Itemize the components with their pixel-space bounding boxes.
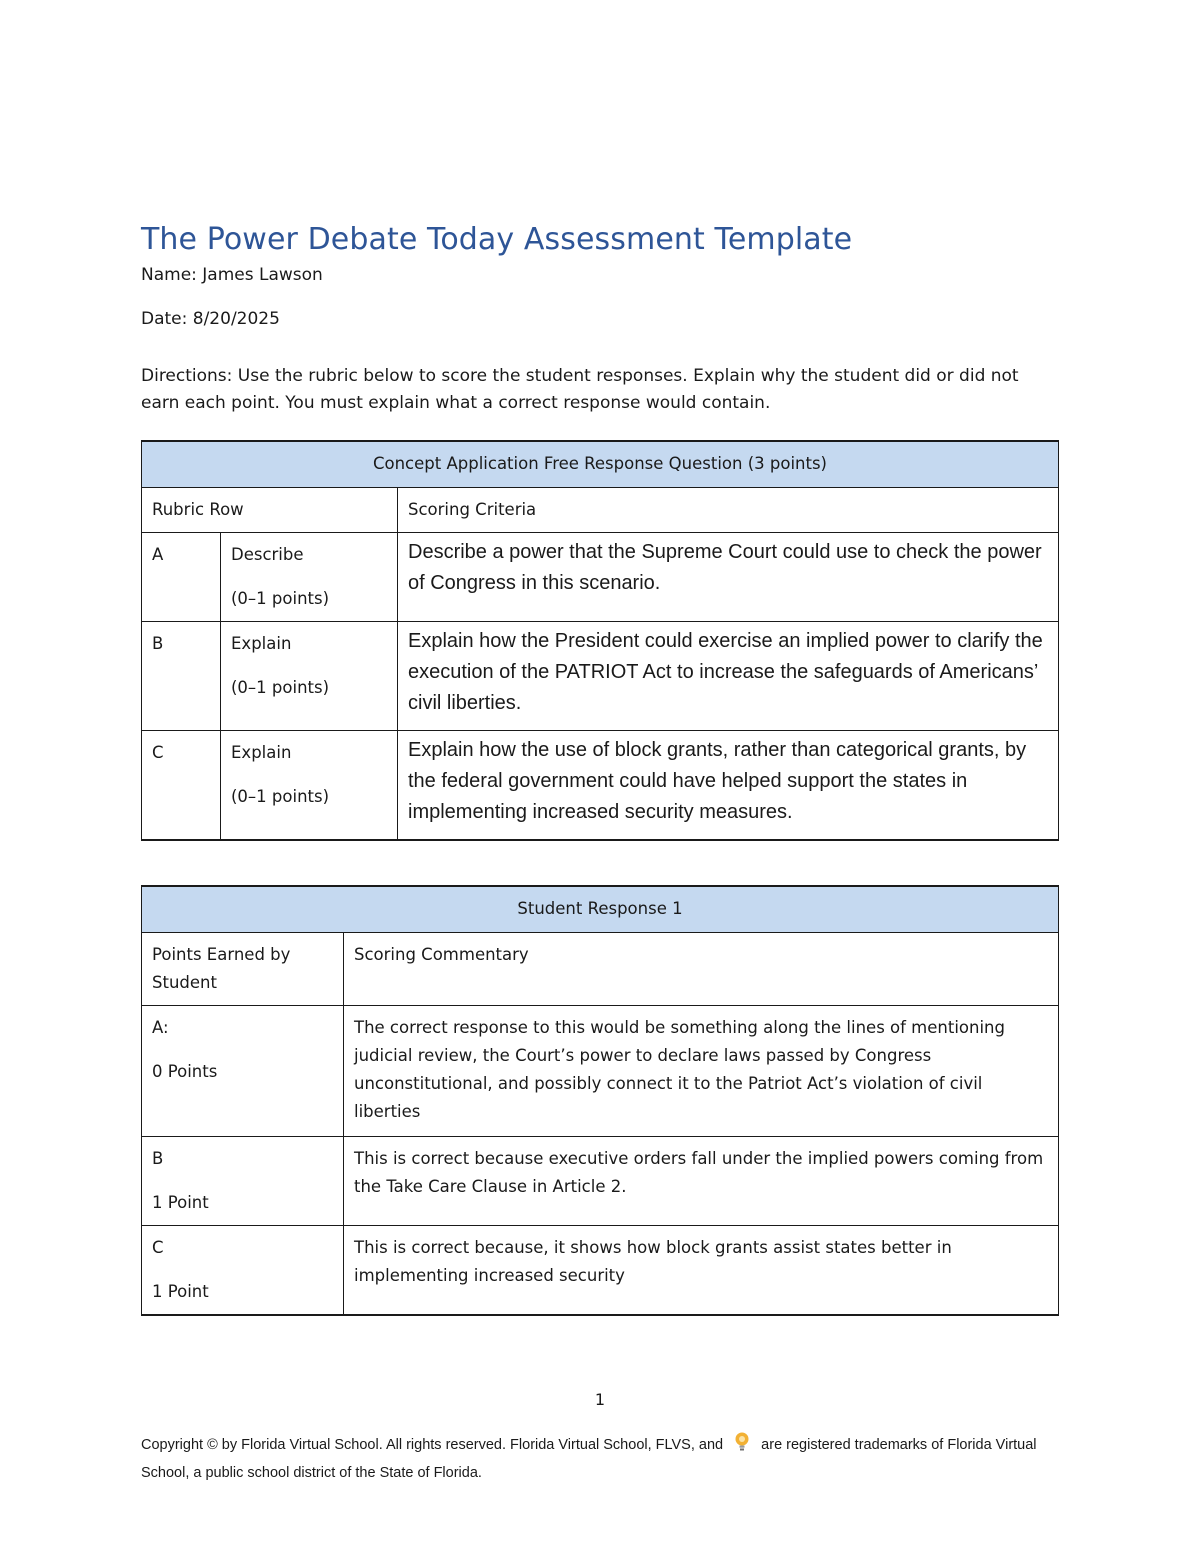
table-row [142, 1137, 1059, 1226]
rubric-row-letter: A [142, 533, 221, 622]
student-response-table [141, 885, 1059, 1316]
rubric-row-letter: B [142, 622, 221, 731]
copyright-text: Copyright © by Florida Virtual School. All rights reserved. Florida Virtual School, FLVS, and [141, 1437, 724, 1453]
rubric-row [142, 533, 1059, 622]
task-points: (0–1 points) [231, 678, 330, 697]
scoring-commentary: This is correct because, it shows how block grants assist states better in implementing increased security [344, 1226, 1059, 1316]
row-label: A: [152, 1018, 169, 1037]
rubric-row [142, 622, 1059, 731]
points-earned: 1 Point [152, 1193, 209, 1212]
page-number: 1 [594, 1390, 606, 1409]
rubric-row-task [221, 622, 398, 731]
rubric-row-task [221, 533, 398, 622]
points-earned-column-header: Points Earned by Student [142, 933, 344, 1006]
student-response-header: Student Response 1 [142, 886, 1059, 933]
task-points: (0–1 points) [231, 589, 330, 608]
rubric-row-task [221, 731, 398, 840]
points-earned-cell [142, 1006, 344, 1137]
scoring-criteria: Explain how the use of block grants, rather than categorical grants, by the federal government could have helped support the states in implementing increased security measures. [398, 731, 1059, 840]
student-name: Name: James Lawson [141, 265, 323, 285]
row-label: B [152, 1149, 164, 1168]
table-row [142, 1226, 1059, 1316]
task-name: Describe [231, 545, 304, 564]
scoring-criteria: Explain how the President could exercise an implied power to clarify the execution of the PATRIOT Act to increase the safeguards of Americans’ civil liberties. [398, 622, 1059, 731]
scoring-criteria-column-header: Scoring Criteria [398, 488, 1059, 533]
flvs-lightbulb-logo-icon [733, 1431, 751, 1453]
points-earned: 1 Point [152, 1282, 209, 1301]
task-name: Explain [231, 743, 292, 762]
row-label: C [152, 1238, 164, 1257]
points-earned: 0 Points [152, 1062, 218, 1081]
points-earned-cell [142, 1226, 344, 1316]
copyright-footer [141, 1431, 1061, 1487]
page-title: The Power Debate Today Assessment Template [141, 222, 853, 257]
assessment-date: Date: 8/20/2025 [141, 309, 280, 329]
scoring-commentary: The correct response to this would be something along the lines of mentioning judicial review, the Court’s power to declare laws passed by Congress unconstitutional, and possibly connect it to the Patriot Act’s violation of civil liberties [344, 1006, 1059, 1137]
scoring-commentary-column-header: Scoring Commentary [344, 933, 1059, 1006]
table-row [142, 1006, 1059, 1137]
scoring-criteria: Describe a power that the Supreme Court could use to check the power of Congress in this scenario. [398, 533, 1059, 622]
scoring-commentary: This is correct because executive orders fall under the implied powers coming from the Take Care Clause in Article 2. [344, 1137, 1059, 1226]
points-earned-cell [142, 1137, 344, 1226]
rubric-row [142, 731, 1059, 840]
task-name: Explain [231, 634, 292, 653]
rubric-row-column-header: Rubric Row [142, 488, 398, 533]
trademark-text: are registered trademarks of Florida Virtual School, a public school district of the State of Florida. [141, 1437, 1037, 1481]
rubric-header: Concept Application Free Response Question (3 points) [142, 441, 1059, 488]
task-points: (0–1 points) [231, 787, 330, 806]
directions-text: Directions: Use the rubric below to score the student responses. Explain why the student did or did not earn each point. You must explain what a correct response would contain. [141, 366, 1019, 413]
rubric-table [141, 440, 1059, 841]
rubric-row-letter: C [142, 731, 221, 840]
